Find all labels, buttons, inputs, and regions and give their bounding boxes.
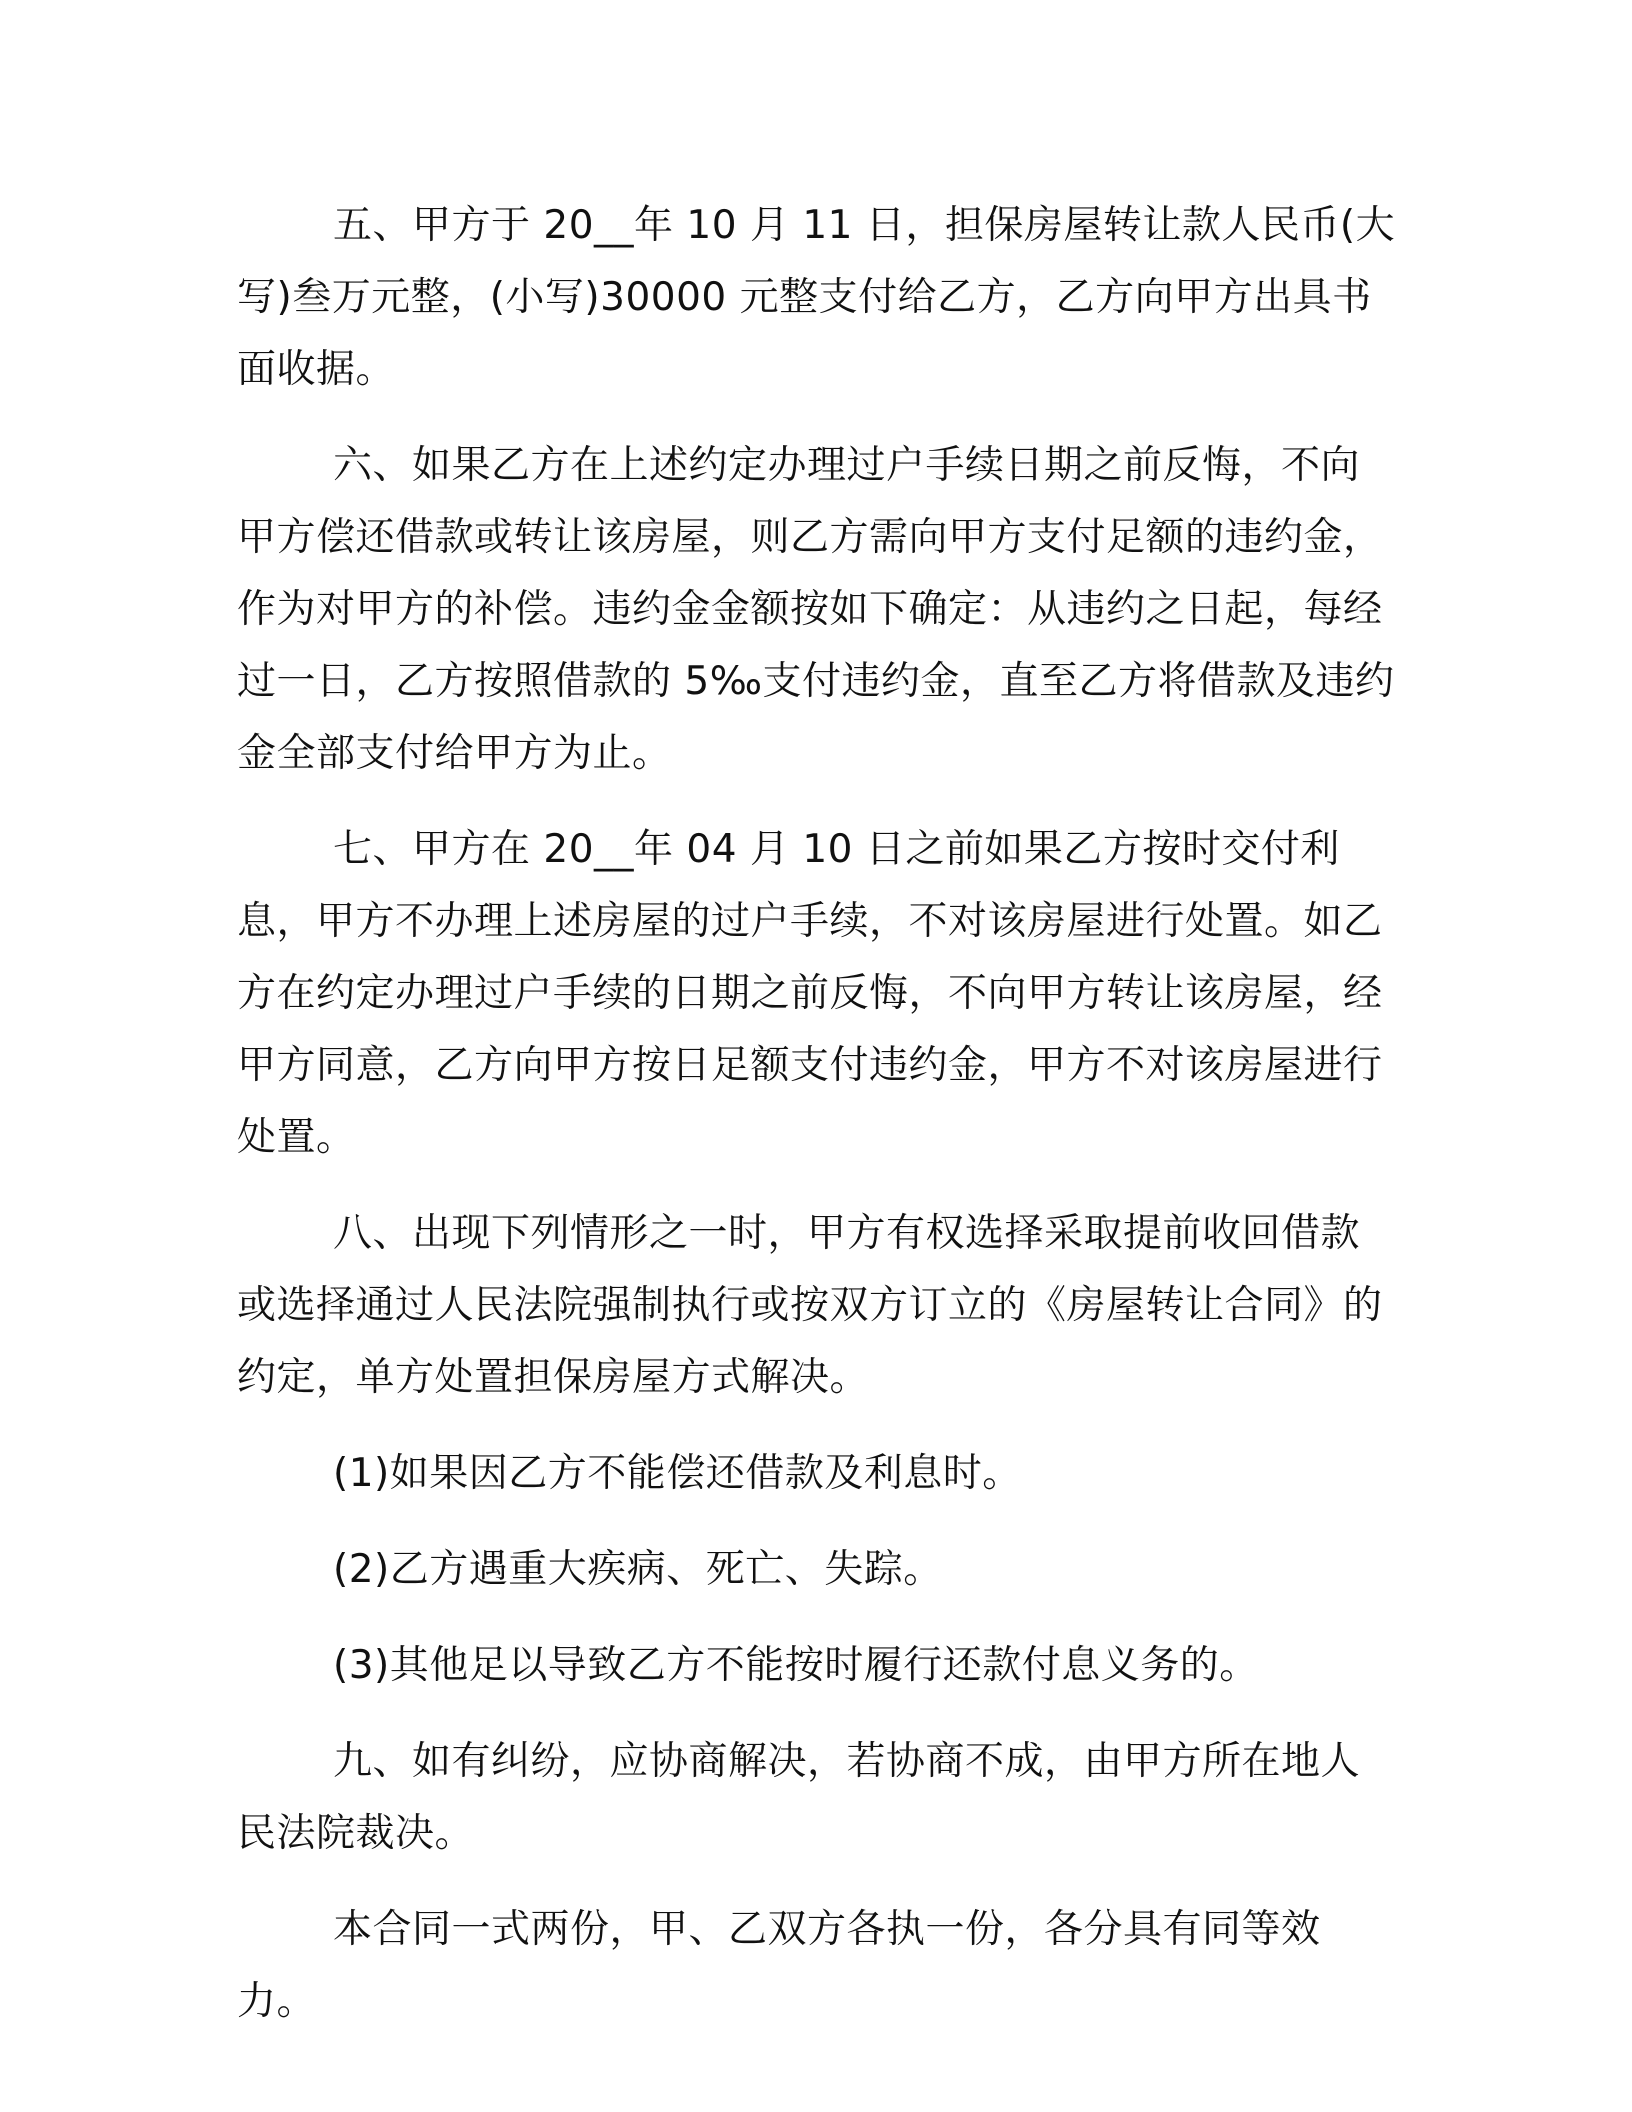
clause-5: 五、甲方于 20__年 10 月 11 日，担保房屋转让款人民币(大写)叁万元整，(小写)30000 元整支付给乙方，乙方向甲方出具书面收据。	[237, 203, 1396, 392]
clause-9: 九、如有纠纷，应协商解决，若协商不成，由甲方所在地人民法院裁决。	[237, 1739, 1361, 1856]
clause-7: 七、甲方在 20__年 04 月 10 日之前如果乙方按时交付利息，甲方不办理上述房屋的过户手续，不对该房屋进行处置。如乙方在约定办理过户手续的日期之前反悔，不向甲方转让该房屋，经甲方同意，乙方向甲方按日足额支付违约金，甲方不对该房屋进行处置。	[237, 827, 1383, 1160]
clause-8-item-1: (1)如果因乙方不能偿还借款及利息时。	[333, 1451, 1022, 1496]
closing-statement: 本合同一式两份，甲、乙双方各执一份，各分具有同等效力。	[237, 1907, 1321, 2024]
clause-8: 八、出现下列情形之一时，甲方有权选择采取提前收回借款或选择通过人民法院强制执行或按双方订立的《房屋转让合同》的约定，单方处置担保房屋方式解决。	[237, 1211, 1383, 1400]
clause-6: 六、如果乙方在上述约定办理过户手续日期之前反悔，不向甲方偿还借款或转让该房屋，则乙方需向甲方支付足额的违约金，作为对甲方的补偿。违约金金额按如下确定：从违约之日起，每经过一日，乙方按照借款的 5‰支付违约金，直至乙方将借款及违约金全部支付给甲方为止。	[237, 443, 1395, 776]
clause-8-item-2: (2)乙方遇重大疾病、死亡、失踪。	[333, 1547, 943, 1592]
document-body	[237, 190, 1397, 2062]
clause-8-item-3: (3)其他足以导致乙方不能按时履行还款付息义务的。	[333, 1643, 1259, 1688]
